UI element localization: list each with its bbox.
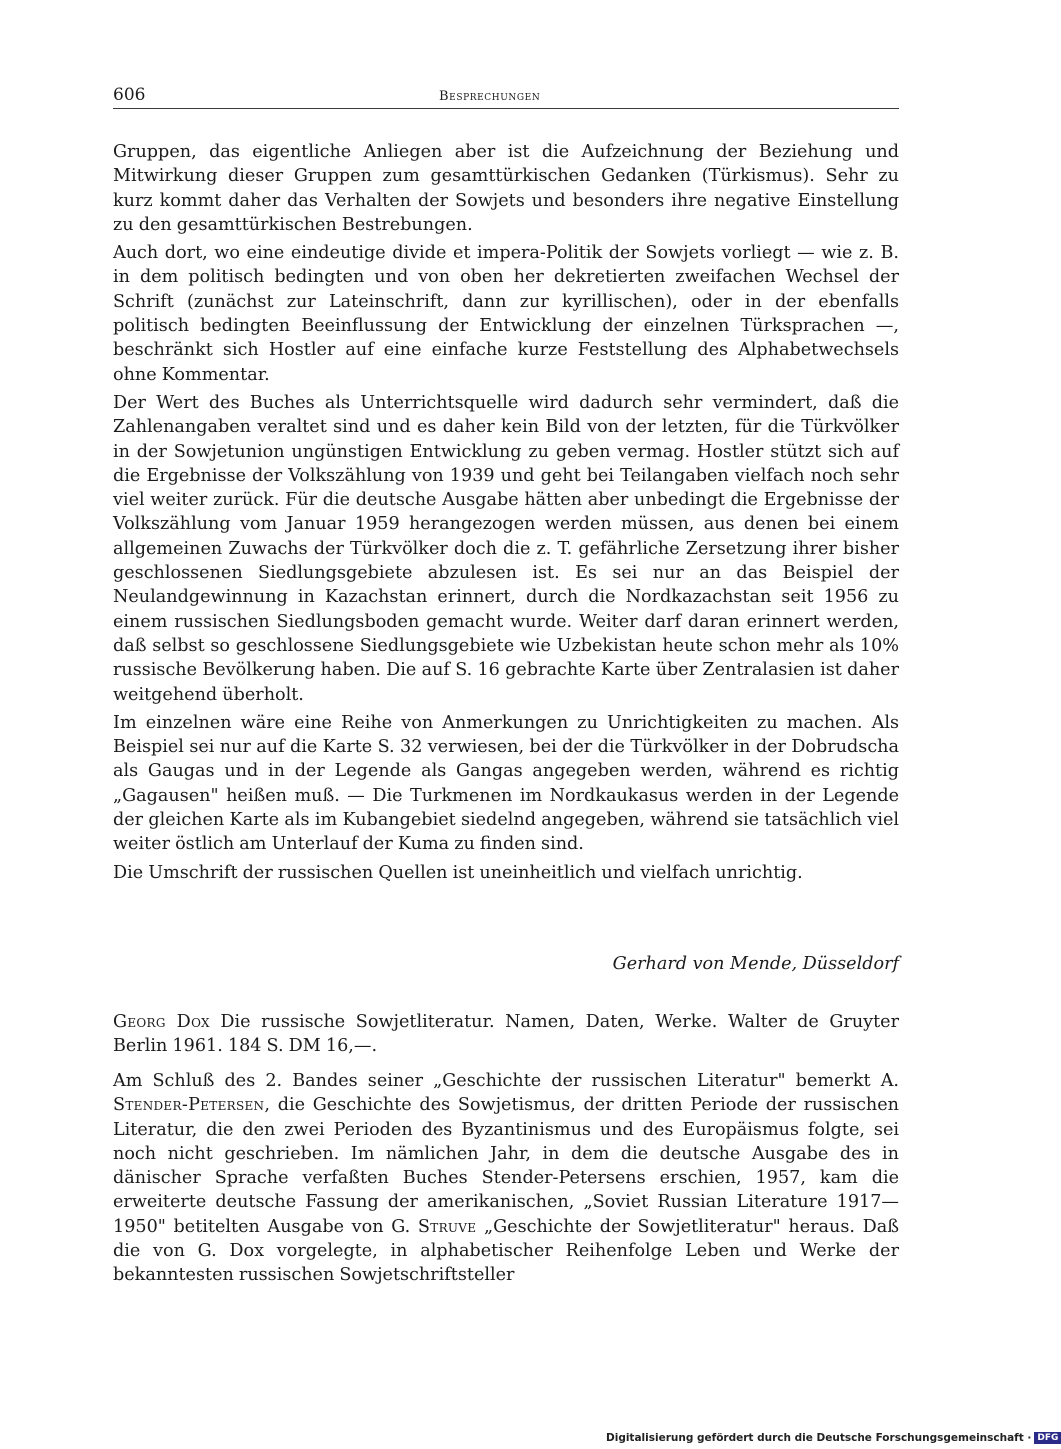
paragraph: Im einzelnen wäre eine Reihe von Anmerkungen zu Unrichtigkeiten zu machen. Als Beispiel sei nur auf die Karte S. 32 verwiesen, bei der die Türkvölker in der Dobrudscha als Gaugas und in der Legende als Gangas angegeben werden, während es richtig „Gagausen" heißen muß. — Die Turkmenen im Nordkaukasus werden in der Legende der gleichen Karte als im Kubangebiet siedelnd angegeben, während sie tatsächlich viel weiter östlich am Unterlauf der Kuma zu finden sind. (113, 712, 899, 855)
text-run: Am Schluß des 2. Bandes seiner „Geschichte der russischen Literatur" bemerkt A. (113, 1071, 899, 1091)
book-details: Die russische Sowjetliteratur. Namen, Daten, Werke. Walter de Gruyter Berlin 1961. 184 S. DM 16,—. (113, 1012, 899, 1057)
footer-credit: Digitalisierung gefördert durch die Deutsche Forschungsgemeinschaft · (606, 1432, 1032, 1444)
paragraph: Der Wert des Buches als Unterrichtsquelle wird dadurch sehr vermindert, daß die Zahlenangaben veraltet sind und es daher kein Bild von der letzten, für die Türkvölker in der Sowjetunion ungünstigen Entwicklung zu geben vermag. Hostler stützt sich auf die Ergebnisse der Volkszählung von 1939 und geht bei Teilangaben vielfach noch sehr viel weiter zurück. Für die deutsche Ausgabe hätten aber unbedingt die Ergebnisse der Volkszählung vom Januar 1959 herangezogen werden müssen, aus denen bei einem allgemeinen Zuwachs der Türkvölker doch die z. T. gefährliche Zersetzung ihrer bisher geschlossenen Siedlungsgebiete abzulesen ist. Es sei nur an das Beispiel der Neulandgewinnung in Kazachstan erinnert, durch die Nordkazachstan seit 1956 zu einem russischen Siedlungsboden gemacht wurde. Weiter darf daran erinnert werden, daß selbst so geschlossene Siedlungsgebiete wie Uzbekistan heute schon mehr als 10% russische Bevölkerung haben. Die auf S. 16 gebrachte Karte über Zentralasien ist daher weitgehend überholt. (113, 392, 899, 705)
text-run: , die Geschichte des Sowjetismus, der dritten Periode der russischen Literatur, die den zwei Perioden des Byzantinismus und des Europäismus folgte, sei noch nicht geschrieben. Im nämlichen Jahr, in dem die deutsche Ausgabe des in dänischer Sprache verfaßten Buches Stender-Petersens erschien, 1957, kam die erweiterte deutsche Fassung der amerikanischen, „Soviet Russian Literature 1917—1950" betitelten Ausgabe von G. (113, 1095, 899, 1237)
review-body-1 (113, 140, 899, 889)
text-run: „Geschichte der Sowjetliteratur" heraus. Daß die von G. Dox vorgelegte, in alphabetischer Reihenfolge Leben und Werke der bekanntesten russischen Sowjetschriftsteller (113, 1216, 900, 1286)
author-name-small-caps: Stender-Petersen (113, 1095, 265, 1116)
review-body-2 (113, 1069, 899, 1292)
page-number: 606 (113, 85, 146, 105)
author-name-small-caps: Struve (417, 1216, 477, 1237)
book-author: Georg Dox (113, 1012, 210, 1032)
book-citation (113, 1010, 899, 1059)
dfg-logo: DFG (1034, 1432, 1061, 1444)
digitization-footer (606, 1431, 1061, 1445)
paragraph: Gruppen, das eigentliche Anliegen aber ist die Aufzeichnung der Beziehung und Mitwirkung dieser Gruppen zum gesamttürkischen Gedanken (Türkismus). Sehr zu kurz kommt daher das Verhalten der Sowjets und besonders ihre negative Einstellung zu den gesamttürkischen Bestrebungen. (113, 142, 899, 235)
paragraph: Auch dort, wo eine eindeutige divide et impera-Politik der Sowjets vorliegt — wie z. B. in dem politisch bedingten und von oben her dekretierten zweifachen Wechsel der Schrift (zunächst zur Lateinschrift, dann zur kyrillischen), oder in der ebenfalls politisch bedingten Beeinflussung der Entwicklung der einzelnen Türksprachen —, beschränkt sich Hostler auf eine einfache kurze Feststellung des Alphabetwechsels ohne Kommentar. (113, 243, 899, 385)
reviewer-signature: Gerhard von Mende, Düsseldorf (612, 954, 899, 974)
page-header (113, 84, 899, 109)
paragraph (113, 1069, 899, 1288)
running-head: Besprechungen (439, 89, 541, 104)
paragraph: Die Umschrift der russischen Quellen ist uneinheitlich und vielfach unrichtig. (113, 862, 803, 883)
